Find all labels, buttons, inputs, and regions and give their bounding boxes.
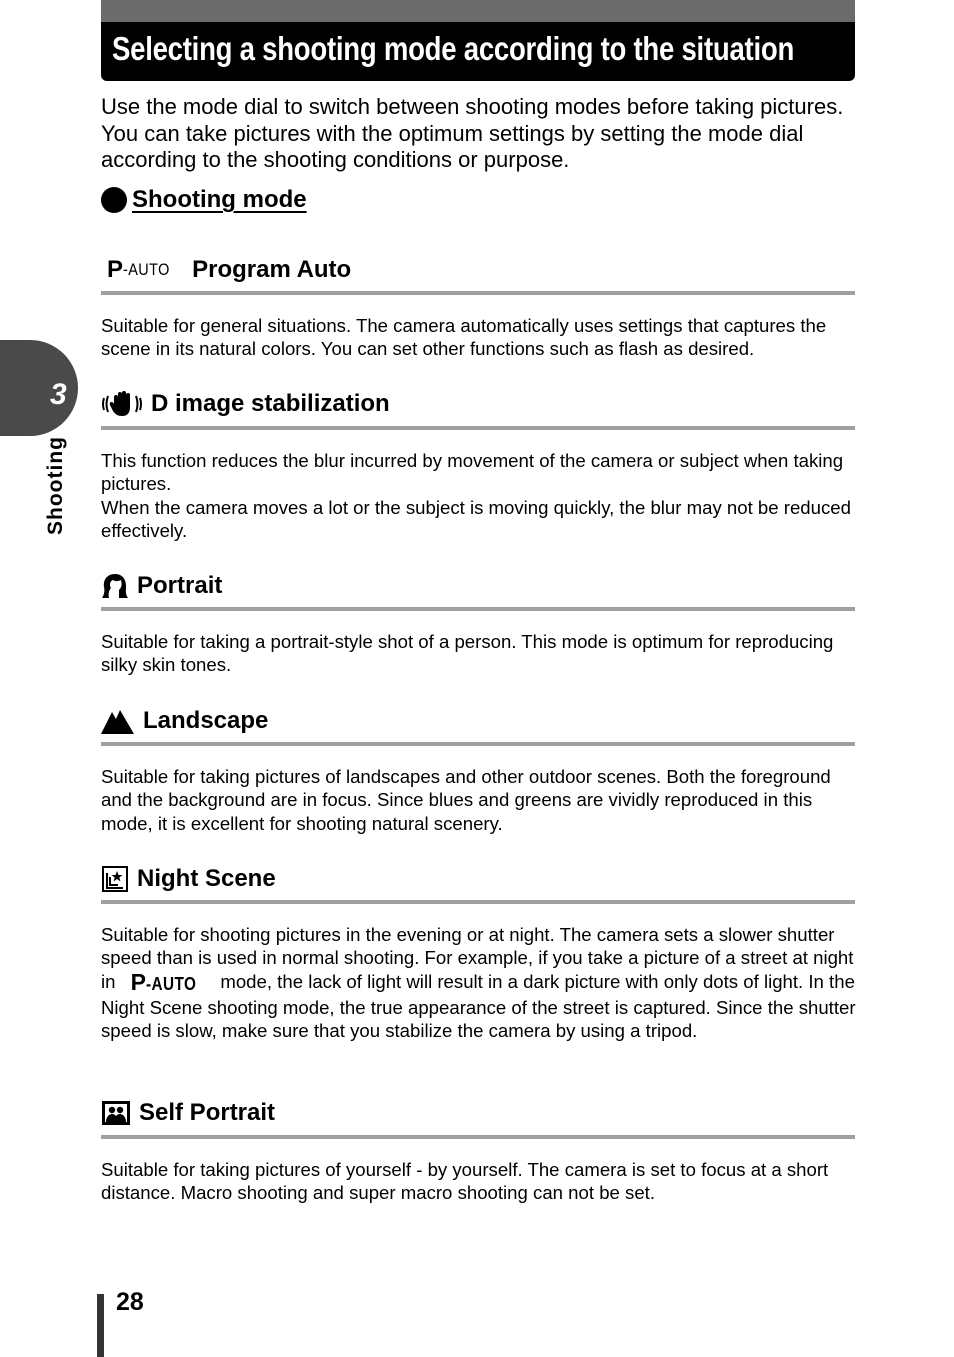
mode-heading-night-scene — [101, 859, 855, 899]
section-heading-text: Shooting mode — [132, 186, 307, 213]
divider — [101, 607, 855, 611]
chapter-number: 3 — [50, 378, 67, 411]
mode-heading-program-auto — [101, 250, 855, 290]
chapter-label: Shooting — [44, 436, 67, 535]
page-title: Selecting a shooting mode according to the situation — [112, 30, 795, 67]
mode-description — [101, 923, 861, 1042]
title-strip — [101, 0, 855, 22]
landscape-icon — [101, 707, 135, 735]
page-number: 28 — [116, 1288, 144, 1316]
mode-description-line: This function reduces the blur incurred by movement of the camera or subject when taking pictures. — [101, 450, 844, 495]
divider — [101, 426, 855, 430]
shake-hand-icon — [101, 390, 143, 418]
mode-name: Program Auto — [192, 256, 352, 283]
mode-description-line: When the camera moves a lot or the subject is moving quickly, the blur may not be reduced effectively. — [101, 496, 851, 541]
intro-paragraph: Use the mode dial to switch between shooting modes before taking pictures. You can take pictures with the optimum settings by setting the mode dial according to the shooting conditions or purpose. — [101, 94, 844, 172]
self-portrait-icon — [101, 1099, 131, 1127]
section-heading — [101, 185, 307, 215]
page-number-bar — [97, 1294, 104, 1357]
mode-description: Suitable for general situations. The camera automatically uses settings that captures the scene in its natural colors. You can set other functions such as flash as desired. — [101, 315, 827, 360]
p-auto-icon-p: P — [107, 256, 124, 283]
mode-name: Landscape — [143, 707, 269, 734]
mode-name: Night Scene — [137, 865, 276, 892]
title-bar — [101, 0, 855, 81]
mode-name: Portrait — [137, 572, 223, 599]
mode-name: D image stabilization — [151, 390, 390, 417]
mode-heading-image-stabilization — [101, 384, 855, 424]
mode-heading-self-portrait — [101, 1093, 855, 1133]
mode-description — [101, 449, 861, 542]
mode-name: Self Portrait — [139, 1099, 276, 1126]
mode-heading-landscape — [101, 701, 855, 741]
divider — [101, 1135, 855, 1139]
mode-description: Suitable for taking pictures of yourself - by yourself. The camera is set to focus at a short distance. Macro shooting and super macro shooting can not be set. — [101, 1159, 829, 1204]
night-scene-icon — [101, 865, 129, 893]
bullet-dot-icon — [101, 187, 127, 213]
p-auto-icon — [130, 968, 206, 996]
p-auto-icon-auto: -AUTO — [123, 260, 170, 279]
divider — [101, 742, 855, 746]
divider — [101, 291, 855, 295]
p-auto-icon — [107, 256, 178, 284]
mode-description: Suitable for taking pictures of landscapes and other outdoor scenes. Both the foreground and the background are in focus. Since blues and greens are vividly reproduced in this mode, it is excellent for shooting natural scenery. — [101, 766, 831, 834]
mode-description-part: Suitable for shooting pictures in the evening or at night. The camera sets a slower shutter speed than is used in normal shooting. For example, if you take a picture of a street at night in — [101, 924, 854, 992]
mode-description: Suitable for taking a portrait-style shot of a person. This mode is optimum for reproducing silky skin tones. — [101, 631, 834, 676]
mode-description-part: mode, the lack of light will result in a dark picture with only dots of light. In the Night Scene shooting mode, the true appearance of the street is captured. Since the shutter speed is slow, make sure that you stabilize the camera by using a tripod. — [101, 970, 856, 1042]
p-auto-icon-auto: -AUTO — [146, 973, 197, 994]
portrait-icon — [101, 572, 129, 600]
p-auto-icon-p: P — [130, 968, 146, 995]
divider — [101, 900, 855, 904]
mode-heading-portrait — [101, 566, 855, 606]
